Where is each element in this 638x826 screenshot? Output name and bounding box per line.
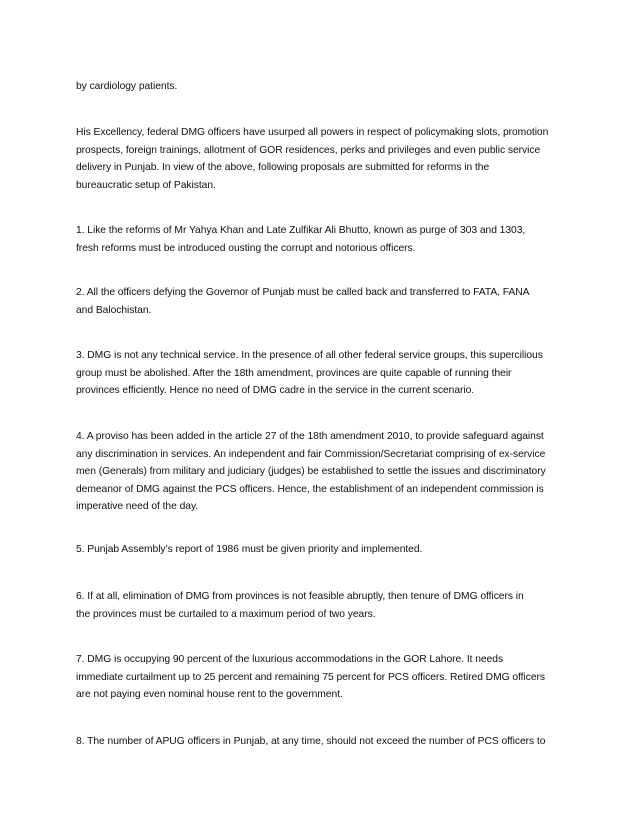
text-line: provinces efficiently. Hence no need of DMG cadre in the service in the current scenario. xyxy=(76,385,475,397)
text-line: and Balochistan. xyxy=(76,304,152,316)
text-line: immediate curtailment up to 25 percent and remaining 75 percent for PCS officers. Retired DMG officers xyxy=(76,671,545,683)
text-line: are not paying even nominal house rent to the government. xyxy=(76,689,343,701)
proposal-5 xyxy=(76,541,568,559)
text-line: fresh reforms must be introduced ousting the corrupt and notorious officers. xyxy=(76,242,416,254)
proposal-2 xyxy=(76,284,568,319)
text-line: group must be abolished. After the 18th amendment, provinces are quite capable of running their xyxy=(76,367,512,379)
text-line: prospects, foreign trainings, allotment of GOR residences, perks and privileges and even public service xyxy=(76,144,541,156)
text-line: His Excellency, federal DMG officers have usurped all powers in respect of policymaking slots, promotion xyxy=(76,127,549,138)
text-line: 5. Punjab Assembly’s report of 1986 must be given priority and implemented. xyxy=(76,544,423,555)
text-line: bureaucratic setup of Pakistan. xyxy=(76,179,216,191)
text-line: 2. All the officers defying the Governor of Punjab must be called back and transferred to FATA, FANA xyxy=(76,287,530,298)
text-line: any discrimination in services. An independent and fair Commission/Secretariat comprising of ex-service xyxy=(76,448,546,460)
text-line: 7. DMG is occupying 90 percent of the luxurious accommodations in the GOR Lahore. It needs xyxy=(76,654,504,665)
proposal-3 xyxy=(76,347,568,400)
text-line: 8. The number of APUG officers in Punjab, at any time, should not exceed the number of PCS officers to xyxy=(76,736,546,747)
text-line: men (Generals) from military and judiciary (judges) be established to settle the issues and discriminatory xyxy=(76,466,546,478)
text-line: by cardiology patients. xyxy=(76,81,178,92)
text-line: demeanor of DMG against the PCS officers. Hence, the establishment of an independent commission is xyxy=(76,483,544,495)
text-line: 6. If at all, elimination of DMG from provinces is not feasible abruptly, then tenure of DMG officers in xyxy=(76,591,524,602)
text-line: imperative need of the day. xyxy=(76,501,199,513)
text-line: delivery in Punjab. In view of the above, following proposals are submitted for reforms in the xyxy=(76,162,490,174)
paragraph-continuation xyxy=(76,78,568,96)
text-line: the provinces must be curtailed to a maximum period of two years. xyxy=(76,608,376,620)
proposal-6 xyxy=(76,588,568,623)
proposal-4 xyxy=(76,428,568,516)
paragraph-intro xyxy=(76,124,568,194)
text-line: 3. DMG is not any technical service. In the presence of all other federal service groups, this supercilious xyxy=(76,350,543,361)
text-line: 1. Like the reforms of Mr Yahya Khan and Late Zulfikar Ali Bhutto, known as purge of 303 and 1303, xyxy=(76,225,526,236)
proposal-7 xyxy=(76,651,568,704)
proposal-1 xyxy=(76,222,568,257)
proposal-8 xyxy=(76,733,568,751)
text-line: 4. A proviso has been added in the article 27 of the 18th amendment 2010, to provide safeguard against xyxy=(76,431,544,442)
